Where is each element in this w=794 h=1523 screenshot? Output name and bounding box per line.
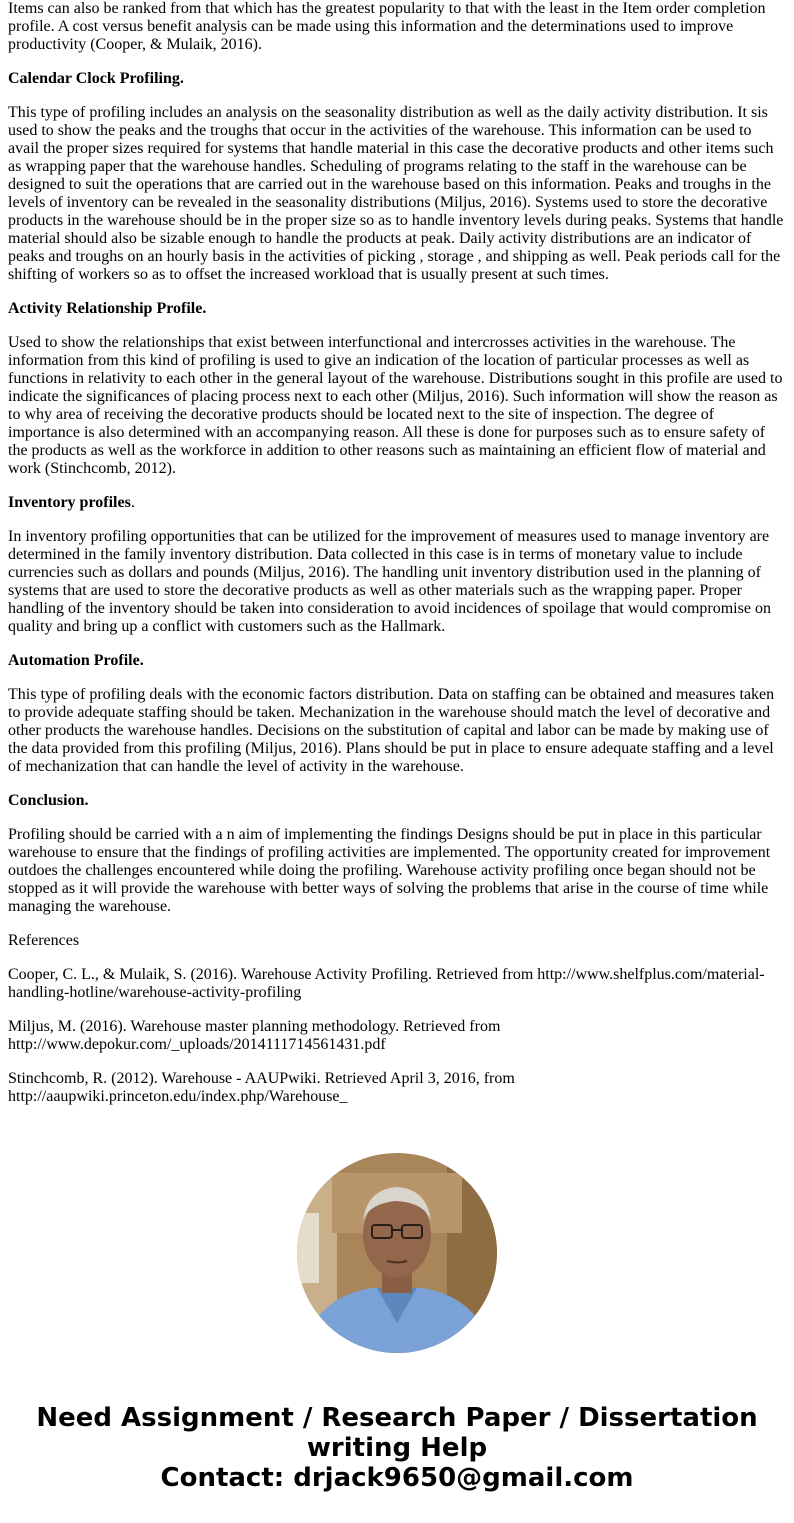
heading-text: Automation Profile. <box>8 652 144 669</box>
section-heading-activity-relationship <box>8 300 786 318</box>
section-body-conclusion: Profiling should be carried with a n aim of implementing the findings Designs should be put in place in this particular warehouse to ensure that the findings of profiling activities are implemented. The opportunity created for improvement outdoes the challenges encountered while doing the profiling. Warehouse activity profiling once began should not be stopped as it will provide the warehouse with better ways of solving the problems that arise in the course of time while managing the warehouse. <box>8 826 771 915</box>
promo-line-1: Need Assignment / Research Paper / Dissertation <box>36 1403 758 1433</box>
references-heading: References <box>8 932 80 949</box>
promo-contact: Contact: drjack9650@gmail.com <box>160 1463 634 1493</box>
author-photo <box>297 1153 497 1353</box>
heading-text: Activity Relationship Profile. <box>8 300 207 317</box>
reference-item: Miljus, M. (2016). Warehouse master planning methodology. Retrieved from http://www.depokur.com/_uploads/2014111714561431.pdf <box>8 1018 501 1053</box>
section-body-calendar-clock: This type of profiling includes an analysis on the seasonality distribution as well as the daily activity distribution. It sis used to show the peaks and the troughs that occur in the activities of the warehouse. This information can be used to avail the proper sizes required for systems that handle material in this case the decorative products and other items such as wrapping paper that the warehouse handles. Scheduling of programs relating to the staff in the warehouse can be designed to suit the operations that are carried out in the warehouse based on this information. Peaks and troughs in the levels of inventory can be revealed in the seasonality distributions (Miljus, 2016). Systems used to store the decorative products in the warehouse should be in the proper size so as to handle inventory levels during peaks. Systems that handle material should also be sizable enough to handle the products at peak. Daily activity distributions are an indicator of peaks and troughs on an hourly basis in the activities of picking , storage , and shipping as well. Peak periods call for the shifting of workers so as to offset the increased workload that is usually present at such times. <box>8 104 784 283</box>
section-heading-conclusion <box>8 792 786 810</box>
section-heading-automation <box>8 652 786 670</box>
section-heading-calendar-clock <box>8 70 786 88</box>
author-portrait-image <box>297 1153 497 1353</box>
section-body-inventory: In inventory profiling opportunities that can be utilized for the improvement of measures used to manage inventory are determined in the family inventory distribution. Data collected in this case is in terms of monetary value to include currencies such as dollars and pounds (Miljus, 2016). The handling unit inventory distribution used in the planning of systems that are used to store the decorative products as well as other materials such as the wrapping paper. Proper handling of the inventory should be taken into consideration to avoid incidences of spoilage that would compromise on quality and bring up a conflict with customers such as the Hallmark. <box>8 528 771 635</box>
section-body-activity-relationship: Used to show the relationships that exist between interfunctional and intercrosses activities in the warehouse. The information from this kind of profiling is used to give an indication of the location of particular processes as well as functions in relativity to each other in the general layout of the warehouse. Distributions sought in this profile are used to indicate the significances of placing process next to each other (Miljus, 2016). Such information will show the reason as to why area of receiving the decorative products should be located next to the site of inspection. The degree of importance is also determined with an accompanying reason. All these is done for purposes such as to ensure safety of the products as well as the workforce in addition to other reasons such as maintaining an efficient flow of material and work (Stinchcomb, 2012). <box>8 334 783 477</box>
intro-paragraph: Items can also be ranked from that which has the greatest popularity to that with the least in the Item order completion profile. A cost versus benefit analysis can be made using this information and the determinations used to improve productivity (Cooper, & Mulaik, 2016). <box>8 0 766 53</box>
section-heading-inventory <box>8 494 786 512</box>
promo-banner <box>0 1403 794 1493</box>
reference-item: Cooper, C. L., & Mulaik, S. (2016). Warehouse Activity Profiling. Retrieved from http://www.shelfplus.com/material-handling-hotline/warehouse-activity-profiling <box>8 966 765 1001</box>
heading-text: Calendar Clock Profiling. <box>8 70 184 87</box>
heading-text: Inventory profiles <box>8 494 131 511</box>
heading-text: Conclusion. <box>8 792 89 809</box>
reference-item: Stinchcomb, R. (2012). Warehouse - AAUPwiki. Retrieved April 3, 2016, from http://aaupwiki.princeton.edu/index.php/Warehouse_ <box>8 1070 515 1105</box>
promo-line-2: writing Help <box>306 1433 488 1463</box>
document-body <box>8 0 786 1122</box>
heading-suffix: . <box>130 494 135 511</box>
section-body-automation: This type of profiling deals with the economic factors distribution. Data on staffing can be obtained and measures taken to provide adequate staffing should be taken. Mechanization in the warehouse should match the level of decorative and other products the warehouse handles. Decisions on the substitution of capital and labor can be made by making use of the data provided from this profiling (Miljus, 2016). Plans should be put in place to ensure adequate staffing and a level of mechanization that can handle the level of activity in the warehouse. <box>8 686 775 775</box>
